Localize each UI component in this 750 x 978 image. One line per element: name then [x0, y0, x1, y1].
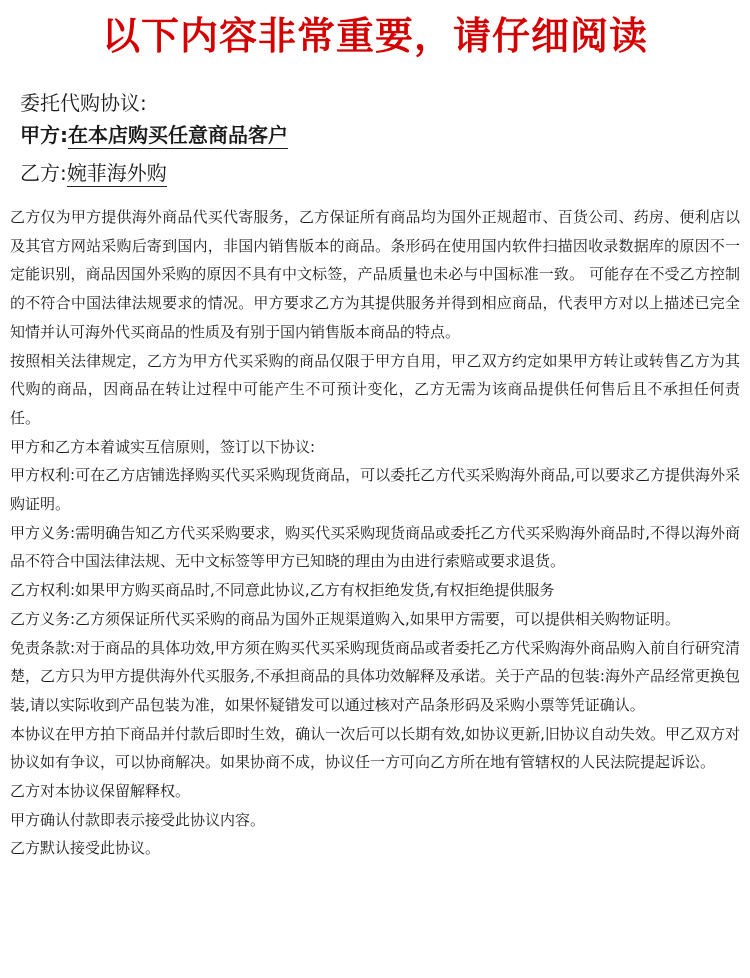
paragraph-party-a-duties: 甲方义务:需明确告知乙方代买采购要求，购买代买采购现货商品或委托乙方代买采购海外商品时,不得以海外商品不符合中国法律法规、无中文标签等甲方已知晓的理由为由进行索赔或要求退货。	[10, 523, 740, 571]
paragraph-party-a-rights: 甲方权利:可在乙方店铺选择购买代买采购现货商品，可以委托乙方代买采购海外商品,可以要求乙方提供海外采购证明。	[10, 466, 740, 514]
paragraph-self-use: 按照相关法律规定，乙方为甲方代买采购的商品仅限于甲方自用，甲乙双方约定如果甲方转让或转售乙方为其代购的商品，因商品在转让过程中可能产生不可预计变化，乙方无需为该商品提供任何售后且不承担任何责任。	[10, 351, 740, 427]
agreement-title: 委托代购协议:	[20, 91, 147, 115]
party-a-line	[20, 121, 288, 149]
party-b-value: 婉菲海外购	[66, 161, 167, 185]
paragraph-disclaimer: 免责条款:对于商品的具体功效,甲方须在购买代买采购现货商品或者委托乙方代采购海外商品购入前自行研究清楚，乙方只为甲方提供海外代买服务,不承担商品的具体功效解释及承诺。关于产品的包装:海外产品经常更换包装,请以实际收到产品包装为准，如果怀疑错发可以通过核对产品条形码及采购小票等凭证确认。	[10, 638, 740, 714]
party-b-label: 乙方:	[20, 161, 67, 185]
agreement-body	[10, 203, 740, 863]
party-b-line	[20, 159, 167, 187]
page-headline: 以下内容非常重要，请仔细阅读	[101, 14, 648, 58]
paragraph-party-b-rights: 乙方权利:如果甲方购买商品时,不同意此协议,乙方有权拒绝发货,有权拒绝提供服务	[10, 581, 555, 600]
paragraph-interpretation: 乙方对本协议保留解释权。	[10, 782, 191, 801]
paragraph-acceptance-a: 甲方确认付款即表示接受此协议内容。	[10, 810, 266, 829]
paragraph-effectiveness: 本协议在甲方拍下商品并付款后即时生效，确认一次后可以长期有效,如协议更新,旧协议自动失效。甲乙双方对协议如有争议，可以协商解决。如果协商不成，协议任一方可向乙方所在地有管辖权的人民法院提起诉讼。	[10, 724, 740, 772]
paragraph-principle: 甲方和乙方本着诚实互信原则，签订以下协议:	[10, 437, 316, 456]
paragraph-service-scope: 乙方仅为甲方提供海外商品代买代寄服务，乙方保证所有商品均为国外正规超市、百货公司、药房、便利店以及其官方网站采购后寄到国内，非国内销售版本的商品。条形码在使用国内软件扫描因收录数据库的原因不一定能识别，商品因国外采购的原因不具有中文标签，产品质量也未必与中国标准一致。 可能存在不受乙方控制的不符合中国法律法规要求的情况。甲方要求乙方为其提供服务并得到相应商品，代表甲方对以上描述已完全知情并认可海外代买商品的性质及有别于国内销售版本商品的特点。	[10, 208, 740, 341]
party-a-label: 甲方:	[20, 123, 68, 147]
paragraph-party-b-duties: 乙方义务:乙方须保证所代买采购的商品为国外正规渠道购入,如果甲方需要，可以提供相关购物证明。	[10, 609, 680, 628]
party-a-value: 在本店购买任意商品客户	[68, 123, 288, 147]
paragraph-acceptance-b: 乙方默认接受此协议。	[10, 839, 161, 858]
